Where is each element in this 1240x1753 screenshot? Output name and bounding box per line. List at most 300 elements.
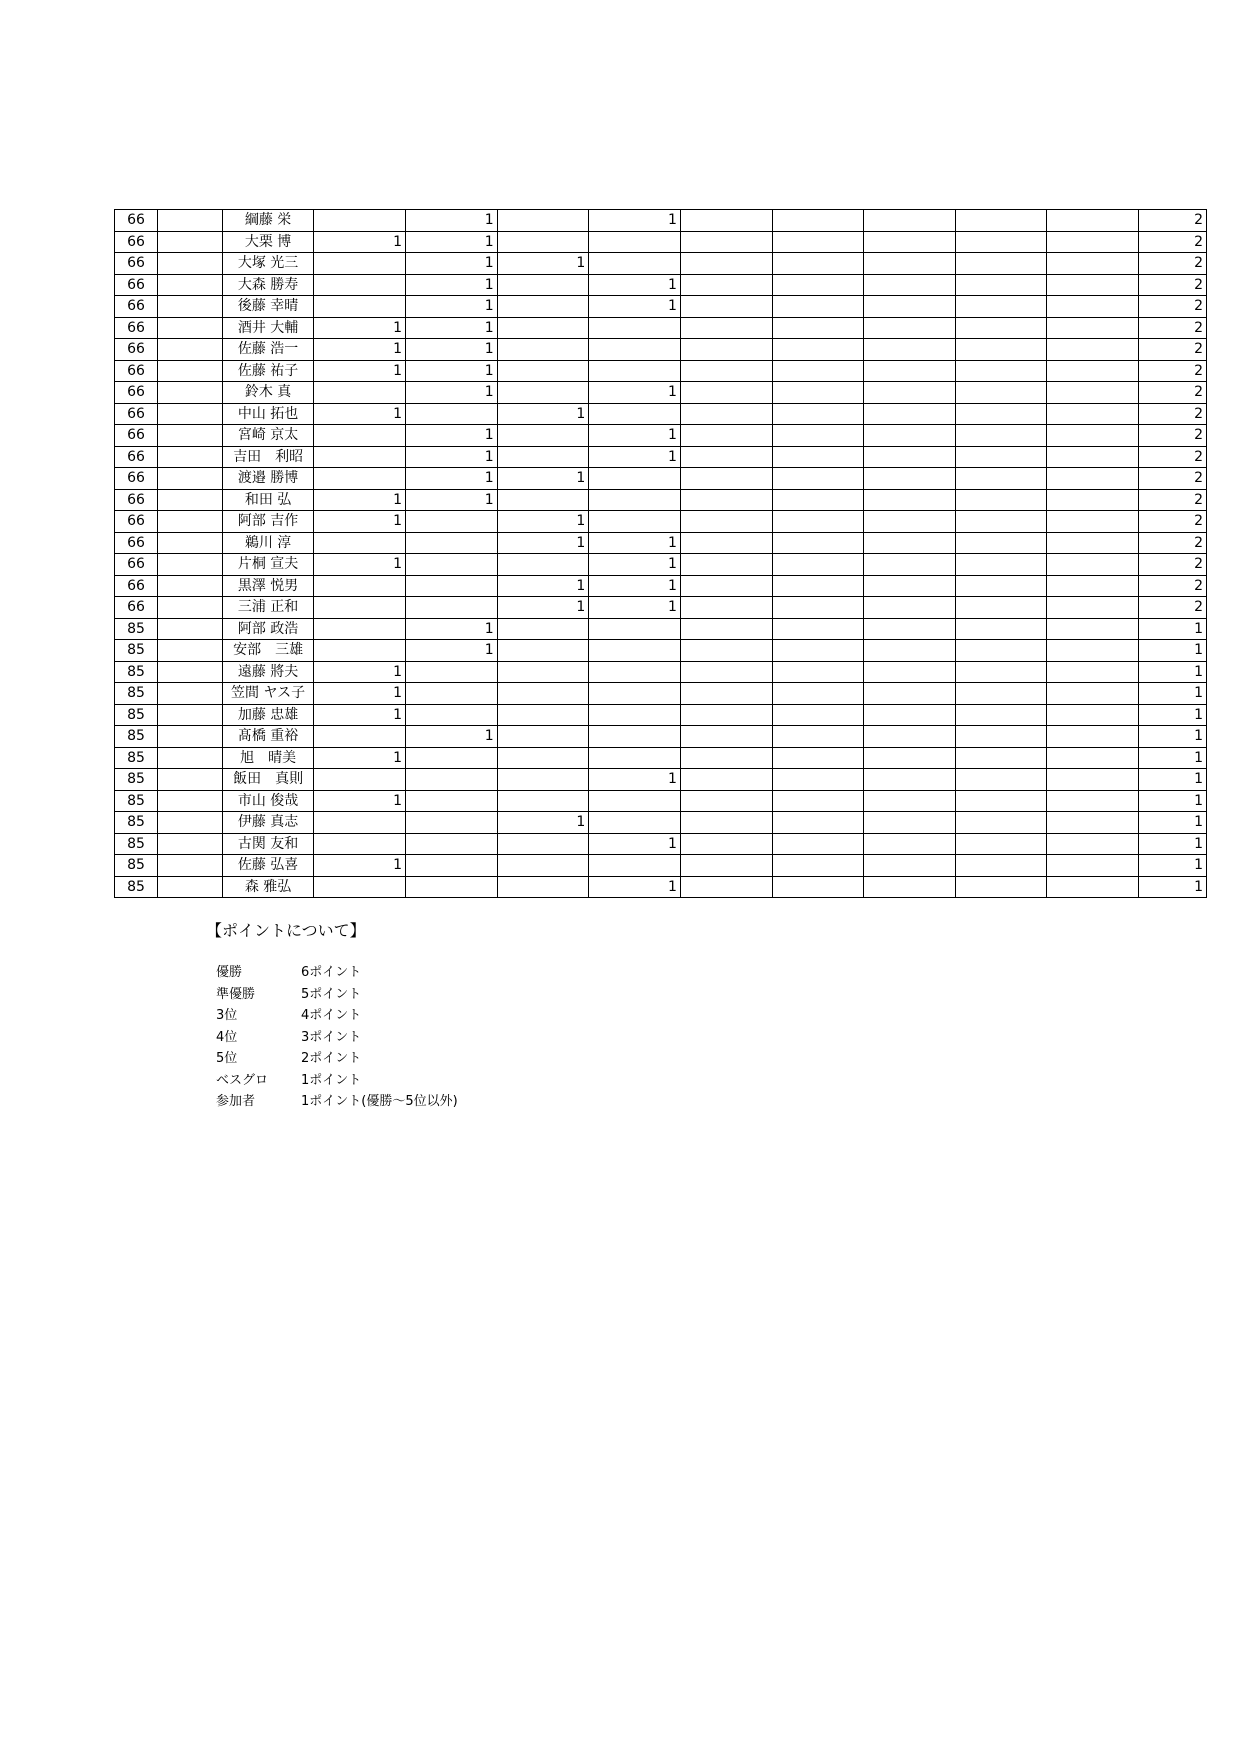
score-cell bbox=[589, 640, 681, 662]
score-cell: 1 bbox=[589, 210, 681, 232]
table-row bbox=[115, 833, 1207, 855]
empty-cell bbox=[158, 274, 223, 296]
legend-value: 6ポイント bbox=[301, 965, 362, 980]
rank-cell: 66 bbox=[115, 532, 158, 554]
score-cell bbox=[680, 339, 772, 361]
score-cell: 1 bbox=[589, 597, 681, 619]
score-cell bbox=[864, 661, 956, 683]
table-row bbox=[115, 769, 1207, 791]
player-name-cell: 大塚 光三 bbox=[222, 253, 314, 275]
total-points-cell: 1 bbox=[1139, 618, 1207, 640]
score-cell bbox=[864, 640, 956, 662]
score-cell: 1 bbox=[406, 360, 498, 382]
rank-cell: 66 bbox=[115, 575, 158, 597]
total-points-cell: 1 bbox=[1139, 790, 1207, 812]
score-cell bbox=[772, 489, 864, 511]
score-cell: 1 bbox=[589, 425, 681, 447]
total-points-cell: 2 bbox=[1139, 554, 1207, 576]
empty-cell bbox=[158, 597, 223, 619]
score-cell: 1 bbox=[406, 640, 498, 662]
player-name-cell: 阿部 吉作 bbox=[222, 511, 314, 533]
score-cell bbox=[497, 726, 589, 748]
score-cell bbox=[406, 511, 498, 533]
empty-cell bbox=[158, 855, 223, 877]
score-cell bbox=[1047, 274, 1139, 296]
player-name-cell: 鵜川 淳 bbox=[222, 532, 314, 554]
score-cell bbox=[864, 747, 956, 769]
rank-cell: 85 bbox=[115, 855, 158, 877]
total-points-cell: 2 bbox=[1139, 403, 1207, 425]
score-cell bbox=[1047, 317, 1139, 339]
empty-cell bbox=[158, 382, 223, 404]
rank-cell: 66 bbox=[115, 468, 158, 490]
score-cell bbox=[406, 554, 498, 576]
score-cell bbox=[589, 231, 681, 253]
total-points-cell: 2 bbox=[1139, 597, 1207, 619]
rank-cell: 66 bbox=[115, 317, 158, 339]
score-cell bbox=[589, 683, 681, 705]
player-name-cell: 片桐 宣夫 bbox=[222, 554, 314, 576]
score-cell bbox=[589, 317, 681, 339]
score-cell bbox=[864, 726, 956, 748]
score-cell bbox=[864, 769, 956, 791]
score-cell bbox=[864, 382, 956, 404]
score-cell: 1 bbox=[406, 231, 498, 253]
total-points-cell: 1 bbox=[1139, 855, 1207, 877]
score-cell bbox=[864, 704, 956, 726]
score-cell bbox=[772, 769, 864, 791]
score-cell bbox=[772, 683, 864, 705]
player-name-cell: 髙橋 重裕 bbox=[222, 726, 314, 748]
player-name-cell: 安部 三雄 bbox=[222, 640, 314, 662]
score-cell bbox=[1047, 833, 1139, 855]
score-cell bbox=[680, 661, 772, 683]
score-cell bbox=[864, 876, 956, 898]
score-cell bbox=[864, 790, 956, 812]
table-row bbox=[115, 425, 1207, 447]
total-points-cell: 2 bbox=[1139, 231, 1207, 253]
score-cell bbox=[680, 446, 772, 468]
score-cell bbox=[680, 683, 772, 705]
score-cell bbox=[1047, 683, 1139, 705]
score-cell bbox=[1047, 296, 1139, 318]
score-cell bbox=[1047, 575, 1139, 597]
score-cell bbox=[589, 403, 681, 425]
score-cell: 1 bbox=[314, 554, 406, 576]
table-row bbox=[115, 683, 1207, 705]
score-cell bbox=[589, 790, 681, 812]
score-cell bbox=[406, 403, 498, 425]
empty-cell bbox=[158, 317, 223, 339]
rank-cell: 85 bbox=[115, 876, 158, 898]
score-cell bbox=[864, 833, 956, 855]
legend-value: 3ポイント bbox=[301, 1029, 362, 1045]
player-name-cell: 三浦 正和 bbox=[222, 597, 314, 619]
score-cell bbox=[1047, 726, 1139, 748]
score-cell bbox=[1047, 403, 1139, 425]
score-cell bbox=[955, 403, 1047, 425]
score-cell bbox=[589, 511, 681, 533]
total-points-cell: 2 bbox=[1139, 511, 1207, 533]
score-cell bbox=[406, 597, 498, 619]
score-cell: 1 bbox=[589, 532, 681, 554]
score-cell bbox=[497, 704, 589, 726]
score-cell bbox=[680, 575, 772, 597]
score-cell bbox=[589, 618, 681, 640]
score-cell bbox=[680, 403, 772, 425]
empty-cell bbox=[158, 403, 223, 425]
total-points-cell: 1 bbox=[1139, 683, 1207, 705]
table-row bbox=[115, 876, 1207, 898]
score-cell bbox=[1047, 231, 1139, 253]
score-cell bbox=[589, 661, 681, 683]
score-cell bbox=[589, 704, 681, 726]
score-cell: 1 bbox=[497, 468, 589, 490]
score-cell bbox=[680, 425, 772, 447]
score-cell bbox=[497, 425, 589, 447]
player-name-cell: 飯田 真則 bbox=[222, 769, 314, 791]
total-points-cell: 2 bbox=[1139, 317, 1207, 339]
rank-cell: 66 bbox=[115, 489, 158, 511]
rank-cell: 66 bbox=[115, 554, 158, 576]
score-cell bbox=[772, 618, 864, 640]
score-cell: 1 bbox=[314, 317, 406, 339]
score-cell bbox=[497, 360, 589, 382]
legend-label: 3位 bbox=[216, 1008, 238, 1023]
rank-cell: 85 bbox=[115, 704, 158, 726]
score-cell: 1 bbox=[497, 532, 589, 554]
player-name-cell: 佐藤 祐子 bbox=[222, 360, 314, 382]
empty-cell bbox=[158, 812, 223, 834]
score-cell bbox=[314, 726, 406, 748]
score-cell: 1 bbox=[406, 618, 498, 640]
score-cell bbox=[772, 425, 864, 447]
score-cell bbox=[680, 532, 772, 554]
score-cell bbox=[1047, 489, 1139, 511]
score-cell bbox=[955, 210, 1047, 232]
score-cell bbox=[1047, 704, 1139, 726]
table-row bbox=[115, 468, 1207, 490]
total-points-cell: 2 bbox=[1139, 339, 1207, 361]
score-cell bbox=[772, 812, 864, 834]
score-cell bbox=[1047, 511, 1139, 533]
score-cell bbox=[497, 833, 589, 855]
score-cell bbox=[314, 833, 406, 855]
score-cell: 1 bbox=[406, 425, 498, 447]
score-cell: 1 bbox=[497, 253, 589, 275]
player-name-cell: 渡邉 勝博 bbox=[222, 468, 314, 490]
player-name-cell: 加藤 忠雄 bbox=[222, 704, 314, 726]
score-cell: 1 bbox=[497, 511, 589, 533]
legend-row bbox=[216, 1070, 458, 1092]
empty-cell bbox=[158, 210, 223, 232]
rank-cell: 66 bbox=[115, 425, 158, 447]
score-cell: 1 bbox=[589, 446, 681, 468]
legend-row bbox=[216, 1005, 458, 1027]
score-cell bbox=[955, 554, 1047, 576]
score-cell bbox=[314, 253, 406, 275]
legend-label: 5位 bbox=[216, 1051, 238, 1066]
score-cell bbox=[406, 790, 498, 812]
score-cell bbox=[497, 790, 589, 812]
player-name-cell: 阿部 政浩 bbox=[222, 618, 314, 640]
score-cell bbox=[680, 554, 772, 576]
score-cell bbox=[680, 296, 772, 318]
empty-cell bbox=[158, 704, 223, 726]
score-cell bbox=[955, 296, 1047, 318]
player-name-cell: 市山 俊哉 bbox=[222, 790, 314, 812]
score-cell bbox=[1047, 554, 1139, 576]
score-cell: 1 bbox=[314, 231, 406, 253]
table-row bbox=[115, 210, 1207, 232]
score-cell bbox=[680, 833, 772, 855]
score-cell bbox=[589, 726, 681, 748]
total-points-cell: 2 bbox=[1139, 296, 1207, 318]
score-cell: 1 bbox=[497, 812, 589, 834]
score-cell bbox=[955, 855, 1047, 877]
table-row bbox=[115, 339, 1207, 361]
score-cell bbox=[772, 640, 864, 662]
rank-cell: 85 bbox=[115, 618, 158, 640]
player-name-cell: 酒井 大輔 bbox=[222, 317, 314, 339]
score-cell bbox=[1047, 747, 1139, 769]
rank-cell: 85 bbox=[115, 726, 158, 748]
total-points-cell: 1 bbox=[1139, 769, 1207, 791]
legend-label: 参加者 bbox=[216, 1094, 256, 1109]
score-cell bbox=[497, 339, 589, 361]
score-cell bbox=[772, 231, 864, 253]
score-cell bbox=[1047, 253, 1139, 275]
score-cell: 1 bbox=[314, 360, 406, 382]
rank-cell: 66 bbox=[115, 360, 158, 382]
score-cell bbox=[680, 511, 772, 533]
table-row bbox=[115, 747, 1207, 769]
score-cell bbox=[589, 489, 681, 511]
score-cell bbox=[680, 876, 772, 898]
legend-row bbox=[216, 1048, 458, 1070]
score-cell bbox=[680, 489, 772, 511]
score-cell bbox=[314, 597, 406, 619]
score-cell bbox=[1047, 532, 1139, 554]
table-row bbox=[115, 597, 1207, 619]
total-points-cell: 1 bbox=[1139, 747, 1207, 769]
score-cell bbox=[314, 769, 406, 791]
score-cell bbox=[1047, 210, 1139, 232]
score-cell bbox=[955, 597, 1047, 619]
score-cell bbox=[772, 382, 864, 404]
rank-cell: 85 bbox=[115, 661, 158, 683]
score-cell bbox=[680, 704, 772, 726]
score-cell bbox=[680, 317, 772, 339]
score-cell bbox=[864, 683, 956, 705]
empty-cell bbox=[158, 769, 223, 791]
score-cell bbox=[864, 425, 956, 447]
player-name-cell: 伊藤 真志 bbox=[222, 812, 314, 834]
score-cell bbox=[864, 360, 956, 382]
score-cell bbox=[589, 360, 681, 382]
score-cell bbox=[955, 468, 1047, 490]
score-cell bbox=[864, 618, 956, 640]
score-cell bbox=[1047, 339, 1139, 361]
table-row bbox=[115, 812, 1207, 834]
score-cell bbox=[772, 747, 864, 769]
score-cell: 1 bbox=[314, 489, 406, 511]
rank-cell: 66 bbox=[115, 382, 158, 404]
score-cell bbox=[955, 726, 1047, 748]
score-cell: 1 bbox=[406, 296, 498, 318]
score-cell bbox=[955, 511, 1047, 533]
score-cell bbox=[1047, 812, 1139, 834]
score-cell bbox=[955, 575, 1047, 597]
score-cell: 1 bbox=[406, 468, 498, 490]
score-cell bbox=[772, 210, 864, 232]
score-cell bbox=[955, 640, 1047, 662]
score-cell bbox=[1047, 640, 1139, 662]
player-name-cell: 森 雅弘 bbox=[222, 876, 314, 898]
score-cell: 1 bbox=[314, 339, 406, 361]
score-cell bbox=[772, 704, 864, 726]
score-cell bbox=[1047, 468, 1139, 490]
total-points-cell: 1 bbox=[1139, 661, 1207, 683]
rank-cell: 85 bbox=[115, 833, 158, 855]
score-cell bbox=[314, 640, 406, 662]
score-cell bbox=[406, 855, 498, 877]
score-cell bbox=[772, 360, 864, 382]
table-body bbox=[115, 210, 1207, 898]
legend-value: 5ポイント bbox=[301, 986, 362, 1002]
score-cell bbox=[406, 876, 498, 898]
score-cell bbox=[864, 253, 956, 275]
score-cell bbox=[680, 253, 772, 275]
rank-cell: 85 bbox=[115, 769, 158, 791]
score-cell: 1 bbox=[314, 790, 406, 812]
score-cell bbox=[864, 597, 956, 619]
score-cell bbox=[772, 253, 864, 275]
score-cell: 1 bbox=[314, 403, 406, 425]
score-cell bbox=[864, 403, 956, 425]
rank-cell: 66 bbox=[115, 446, 158, 468]
empty-cell bbox=[158, 532, 223, 554]
total-points-cell: 2 bbox=[1139, 382, 1207, 404]
score-cell bbox=[314, 274, 406, 296]
score-cell bbox=[955, 683, 1047, 705]
table-row bbox=[115, 855, 1207, 877]
score-cell bbox=[680, 360, 772, 382]
total-points-cell: 2 bbox=[1139, 468, 1207, 490]
player-name-cell: 後藤 幸晴 bbox=[222, 296, 314, 318]
score-cell bbox=[497, 640, 589, 662]
empty-cell bbox=[158, 554, 223, 576]
table-row bbox=[115, 317, 1207, 339]
legend-value: 2ポイント bbox=[301, 1051, 362, 1066]
rank-cell: 66 bbox=[115, 511, 158, 533]
score-cell bbox=[406, 769, 498, 791]
score-cell bbox=[1047, 446, 1139, 468]
score-cell bbox=[772, 876, 864, 898]
score-cell bbox=[955, 231, 1047, 253]
score-cell: 1 bbox=[406, 339, 498, 361]
score-cell bbox=[772, 317, 864, 339]
rank-cell: 85 bbox=[115, 683, 158, 705]
score-cell bbox=[497, 382, 589, 404]
empty-cell bbox=[158, 833, 223, 855]
score-cell bbox=[1047, 769, 1139, 791]
score-cell: 1 bbox=[314, 511, 406, 533]
score-cell: 1 bbox=[406, 726, 498, 748]
score-cell bbox=[680, 231, 772, 253]
legend-label: 4位 bbox=[216, 1029, 238, 1045]
score-cell: 1 bbox=[589, 769, 681, 791]
player-name-cell: 笠間 ヤス子 bbox=[222, 683, 314, 705]
score-cell: 1 bbox=[314, 704, 406, 726]
rank-cell: 66 bbox=[115, 210, 158, 232]
empty-cell bbox=[158, 575, 223, 597]
score-cell bbox=[314, 876, 406, 898]
total-points-cell: 1 bbox=[1139, 876, 1207, 898]
score-cell: 1 bbox=[406, 210, 498, 232]
score-cell: 1 bbox=[406, 274, 498, 296]
score-cell bbox=[497, 296, 589, 318]
score-cell bbox=[955, 425, 1047, 447]
table-row bbox=[115, 403, 1207, 425]
score-cell: 1 bbox=[314, 855, 406, 877]
score-cell bbox=[955, 812, 1047, 834]
score-cell bbox=[497, 876, 589, 898]
score-cell: 1 bbox=[314, 661, 406, 683]
score-cell bbox=[1047, 661, 1139, 683]
score-cell bbox=[497, 210, 589, 232]
score-cell bbox=[497, 683, 589, 705]
legend-value: 4ポイント bbox=[301, 1008, 362, 1023]
score-cell bbox=[680, 812, 772, 834]
score-cell bbox=[772, 833, 864, 855]
empty-cell bbox=[158, 231, 223, 253]
score-cell bbox=[406, 532, 498, 554]
total-points-cell: 1 bbox=[1139, 833, 1207, 855]
table-row bbox=[115, 640, 1207, 662]
score-cell bbox=[955, 382, 1047, 404]
score-cell bbox=[406, 661, 498, 683]
empty-cell bbox=[158, 747, 223, 769]
score-cell bbox=[864, 855, 956, 877]
score-cell bbox=[772, 575, 864, 597]
score-cell: 1 bbox=[497, 575, 589, 597]
score-cell bbox=[955, 618, 1047, 640]
rank-cell: 85 bbox=[115, 812, 158, 834]
table-row bbox=[115, 661, 1207, 683]
score-cell bbox=[955, 876, 1047, 898]
score-cell: 1 bbox=[406, 253, 498, 275]
rank-cell: 66 bbox=[115, 403, 158, 425]
score-cell bbox=[589, 253, 681, 275]
player-name-cell: 吉田 利昭 bbox=[222, 446, 314, 468]
score-cell bbox=[1047, 855, 1139, 877]
player-name-cell: 佐藤 浩一 bbox=[222, 339, 314, 361]
empty-cell bbox=[158, 446, 223, 468]
rank-cell: 66 bbox=[115, 339, 158, 361]
total-points-cell: 2 bbox=[1139, 360, 1207, 382]
empty-cell bbox=[158, 661, 223, 683]
player-name-cell: 鈴木 真 bbox=[222, 382, 314, 404]
ranking-table bbox=[114, 209, 1207, 898]
score-cell bbox=[772, 468, 864, 490]
score-cell bbox=[589, 855, 681, 877]
score-cell bbox=[1047, 618, 1139, 640]
empty-cell bbox=[158, 876, 223, 898]
table-row bbox=[115, 253, 1207, 275]
score-cell: 1 bbox=[497, 597, 589, 619]
player-name-cell: 大森 勝寿 bbox=[222, 274, 314, 296]
